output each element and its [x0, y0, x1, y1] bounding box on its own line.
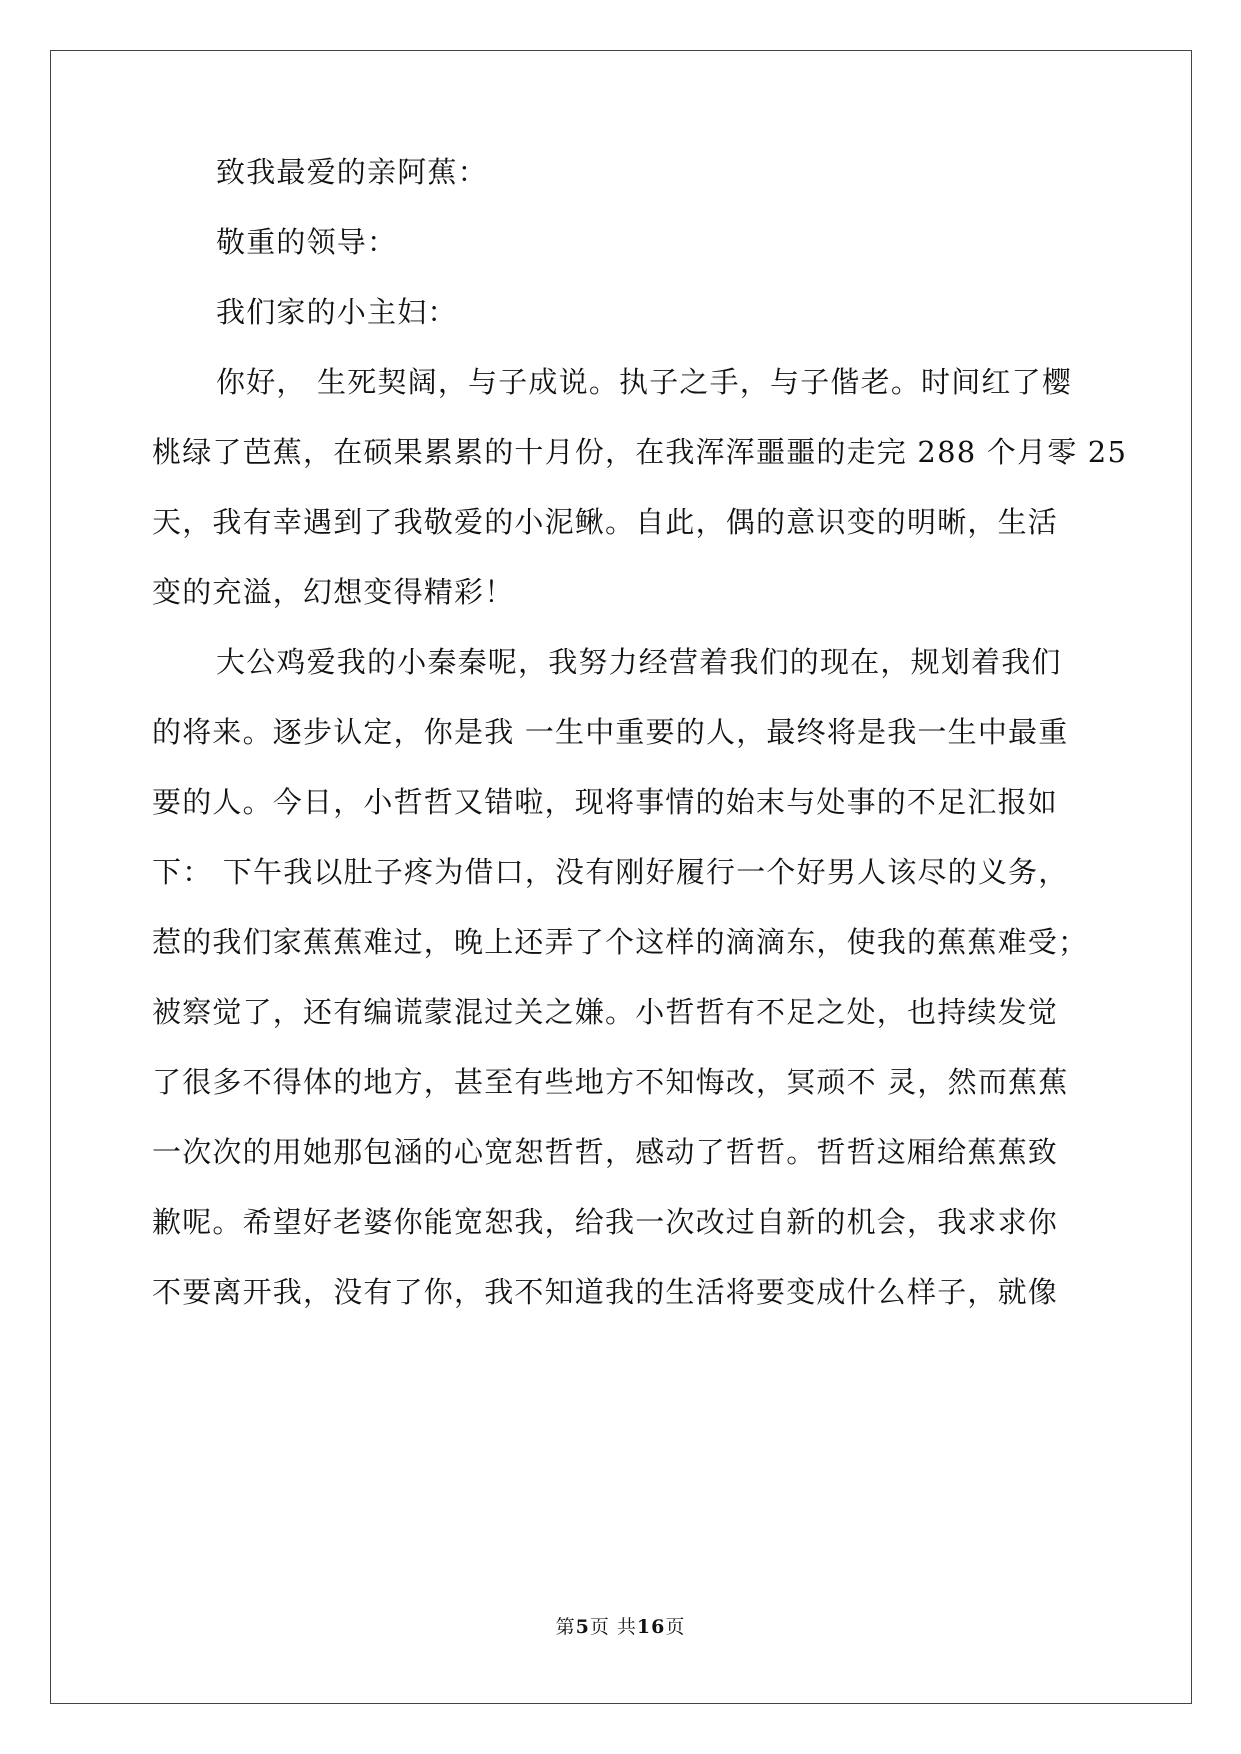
salutation-1: 致我最爱的亲阿蕉： [216, 155, 488, 189]
paragraph1-line-2: 桃绿了芭蕉，在硕果累累的十月份，在我浑浑噩噩的走完 288 个月零 25 [152, 435, 1128, 469]
paragraph2-line-6: 被察觉了，还有编谎蒙混过关之嫌。小哲哲有不足之处，也持续发觉 [152, 995, 1059, 1029]
page-footer [0, 1612, 1241, 1639]
footer-page-number: 5 [575, 1616, 590, 1638]
salutation-3: 我们家的小主妇： [216, 295, 458, 329]
paragraph1-line-3: 天，我有幸遇到了我敬爱的小泥鳅。自此，偶的意识变的明晰，生活 [152, 505, 1059, 539]
paragraph2-line-8: 一次次的用她那包涵的心宽恕哲哲，感动了哲哲。哲哲这厢给蕉蕉致 [152, 1135, 1059, 1169]
footer-prefix: 第 [555, 1616, 576, 1638]
footer-total-pages: 16 [636, 1616, 666, 1638]
footer-suffix: 页 [665, 1616, 686, 1638]
paragraph2-line-4: 下： 下午我以肚子疼为借口，没有刚好履行一个好男人该尽的义务， [152, 855, 1069, 889]
paragraph1-line-1: 你好， 生死契阔，与子成说。执子之手，与子偕老。时间红了樱 [216, 365, 1073, 399]
salutation-2: 敬重的领导： [216, 225, 398, 259]
paragraph2-line-2: 的将来。逐步认定，你是我 一生中重要的人，最终将是我一生中最重 [152, 715, 1069, 749]
paragraph2-line-1: 大公鸡爱我的小秦秦呢，我努力经营着我们的现在，规划着我们 [216, 645, 1062, 679]
paragraph2-line-9: 歉呢。希望好老婆你能宽恕我，给我一次改过自新的机会，我求求你 [152, 1205, 1059, 1239]
paragraph1-line-4: 变的充溢，幻想变得精彩！ [152, 575, 515, 609]
paragraph2-line-10: 不要离开我，没有了你，我不知道我的生活将要变成什么样子，就像 [152, 1275, 1059, 1309]
footer-mid: 页 共 [589, 1616, 637, 1638]
paragraph2-line-5: 惹的我们家蕉蕉难过，晚上还弄了个这样的滴滴东，使我的蕉蕉难受； [152, 925, 1089, 959]
paragraph2-line-7: 了很多不得体的地方，甚至有些地方不知悔改，冥顽不 灵，然而蕉蕉 [152, 1065, 1069, 1099]
paragraph2-line-3: 要的人。今日，小哲哲又错啦，现将事情的始末与处事的不足汇报如 [152, 785, 1059, 819]
